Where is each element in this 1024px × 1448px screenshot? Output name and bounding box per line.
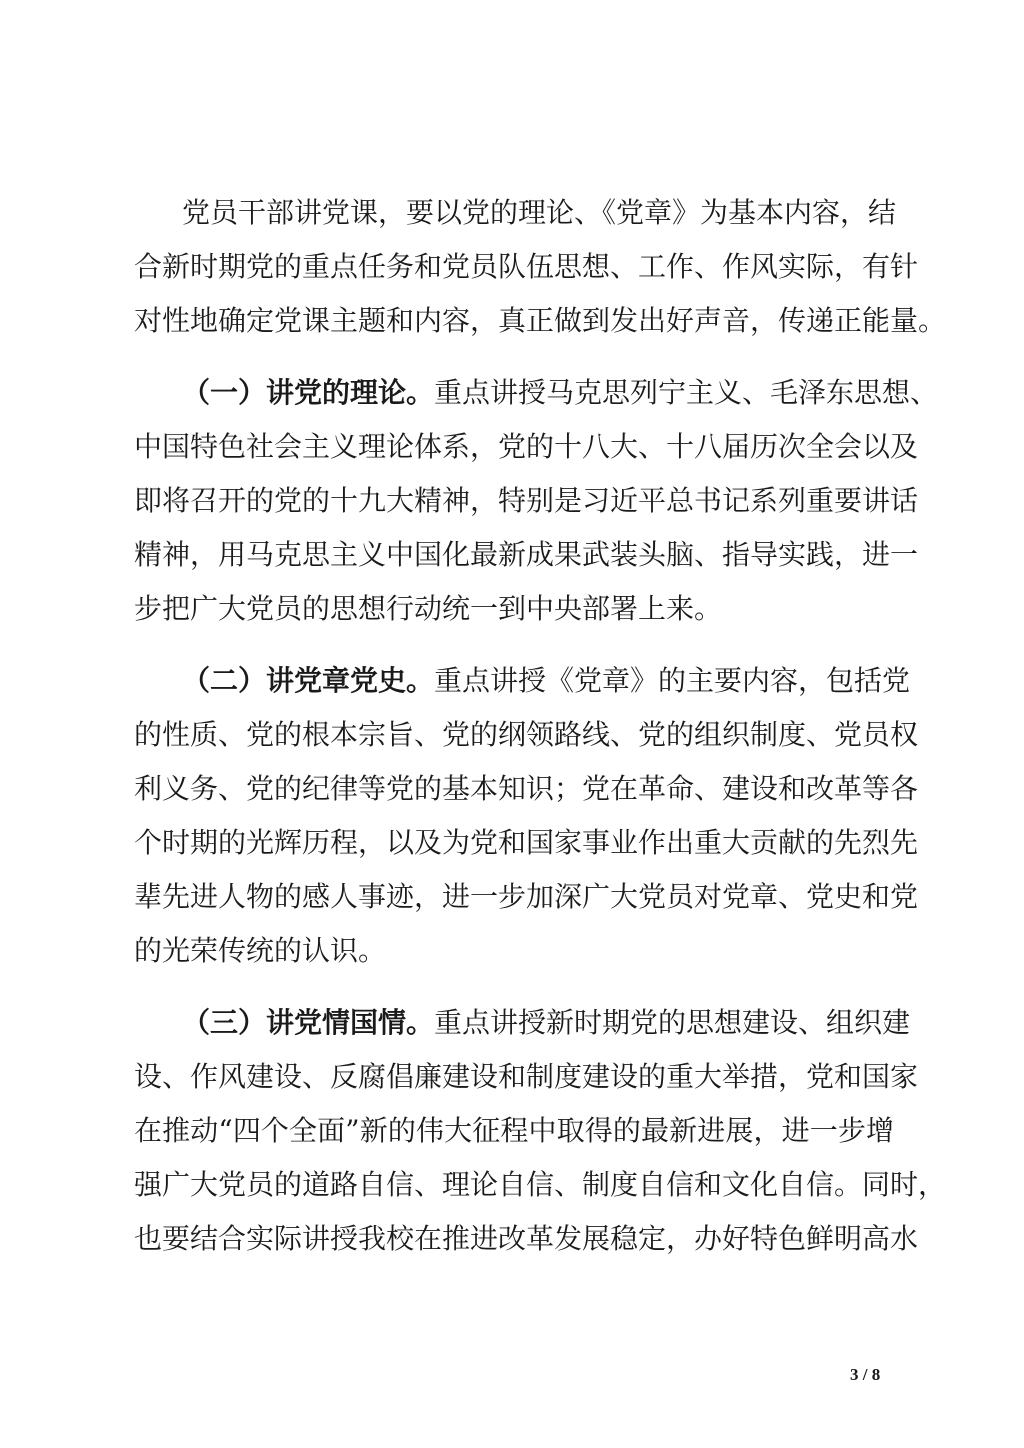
paragraph-line: 的性质、党的根本宗旨、党的纲领路线、党的组织制度、党员权 bbox=[134, 718, 919, 751]
paragraph-line: 强广大党员的道路自信、理论自信、制度自信和文化自信。同时， bbox=[134, 1168, 947, 1201]
paragraph-line-text: 重点讲授马克思列宁主义、毛泽东思想、 bbox=[434, 376, 939, 409]
section-2-heading: （二）讲党章党史。 bbox=[182, 664, 435, 697]
section-2-paragraph bbox=[134, 654, 919, 978]
paragraph-line: 个时期的光辉历程，以及为党和国家事业作出重大贡献的先烈先 bbox=[134, 826, 919, 859]
section-3-paragraph bbox=[134, 996, 947, 1266]
paragraph-line bbox=[134, 996, 911, 1050]
paragraph-line: 辈先进人物的感人事迹，进一步加深广大党员对党章、党史和党 bbox=[134, 880, 919, 913]
section-1-paragraph bbox=[134, 366, 939, 636]
paragraph-line: 对性地确定党课主题和内容，真正做到发出好声音，传递正能量。 bbox=[134, 304, 947, 337]
document-body bbox=[134, 186, 947, 1266]
paragraph-line: 也要结合实际讲授我校在推进改革发展稳定，办好特色鲜明高水 bbox=[134, 1222, 919, 1255]
paragraph-line: 精神，用马克思主义中国化最新成果武装头脑、指导实践，进一 bbox=[134, 538, 919, 571]
paragraph-line: 合新时期党的重点任务和党员队伍思想、工作、作风实际，有针 bbox=[134, 250, 919, 283]
paragraph-line: 在推动“四个全面”新的伟大征程中取得的最新进展，进一步增 bbox=[134, 1114, 894, 1147]
paragraph-line: 步把广大党员的思想行动统一到中央部署上来。 bbox=[134, 592, 723, 625]
paragraph-line: 利义务、党的纪律等党的基本知识；党在革命、建设和改革等各 bbox=[134, 772, 919, 805]
paragraph-line-text: 重点讲授《党章》的主要内容，包括党 bbox=[434, 664, 911, 697]
section-1-heading: （一）讲党的理论。 bbox=[182, 376, 435, 409]
paragraph-line: 即将召开的党的十九大精神，特别是习近平总书记系列重要讲话 bbox=[134, 484, 919, 517]
intro-paragraph bbox=[134, 186, 947, 348]
paragraph-line: 的光荣传统的认识。 bbox=[134, 934, 387, 967]
section-3-heading: （三）讲党情国情。 bbox=[182, 1006, 435, 1039]
paragraph-line: 设、作风建设、反腐倡廉建设和制度建设的重大举措，党和国家 bbox=[134, 1060, 919, 1093]
paragraph-line bbox=[134, 654, 911, 708]
paragraph-line: 中国特色社会主义理论体系，党的十八大、十八届历次全会以及 bbox=[134, 430, 919, 463]
paragraph-line bbox=[134, 366, 939, 420]
paragraph-line: 党员干部讲党课，要以党的理论、《党章》为基本内容，结 bbox=[182, 196, 897, 229]
paragraph-line-text: 重点讲授新时期党的思想建设、组织建 bbox=[434, 1006, 911, 1039]
page-number: 3 / 8 bbox=[850, 1365, 881, 1384]
